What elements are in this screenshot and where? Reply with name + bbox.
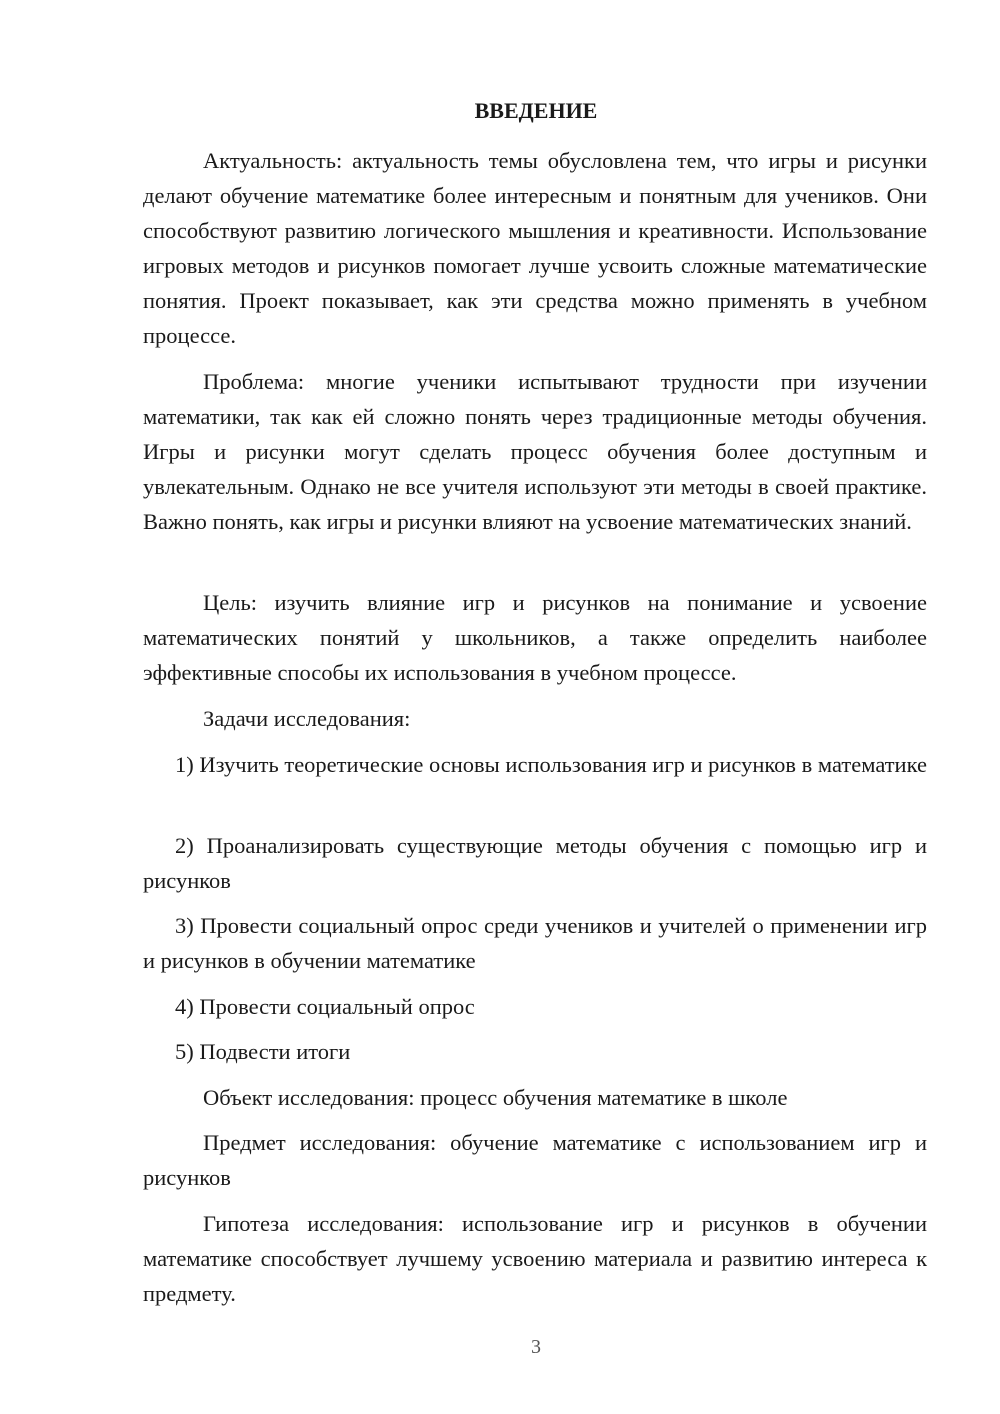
task-item-1: 1) Изучить теоретические основы использования игр и рисунков в математике <box>175 752 927 777</box>
page-number: 3 <box>531 1336 541 1358</box>
task-item-3: 3) Провести социальный опрос среди учеников и учителей о применении игр и рисунков в обучении математике <box>143 913 927 973</box>
task-item-5: 5) Подвести итоги <box>175 1039 351 1064</box>
page-title: ВВЕДЕНИЕ <box>474 98 598 123</box>
relevance-paragraph: Актуальность: актуальность темы обусловлена тем, что игры и рисунки делают обучение математике более интересным и понятным для учеников. Они способствуют развитию логического мышления и креативности. Использование игровых методов и рисунков помогает лучше усвоить сложные математические понятия. Проект показывает, как эти средства можно применять в учебном процессе. <box>143 148 927 348</box>
task-item-4: 4) Провести социальный опрос <box>175 994 475 1019</box>
task-item-2: 2) Проанализировать существующие методы обучения с помощью игр и рисунков <box>143 833 927 893</box>
tasks-heading: Задачи исследования: <box>203 706 411 731</box>
problem-paragraph: Проблема: многие ученики испытывают трудности при изучении математики, так как ей сложно понять через традиционные методы обучения. Игры и рисунки могут сделать процесс обучения более доступным и увлекательным. Однако не все учителя используют эти методы в своей практике. Важно понять, как игры и рисунки влияют на усвоение математических знаний. <box>143 369 927 534</box>
object-paragraph: Объект исследования: процесс обучения математике в школе <box>203 1085 788 1110</box>
goal-paragraph: Цель: изучить влияние игр и рисунков на понимание и усвоение математических понятий у школьников, а также определить наиболее эффективные способы их использования в учебном процессе. <box>143 590 927 685</box>
hypothesis-paragraph: Гипотеза исследования: использование игр и рисунков в обучении математике способствует лучшему усвоению материала и развитию интереса к предмету. <box>143 1211 927 1306</box>
subject-paragraph: Предмет исследования: обучение математике с использованием игр и рисунков <box>143 1130 927 1190</box>
